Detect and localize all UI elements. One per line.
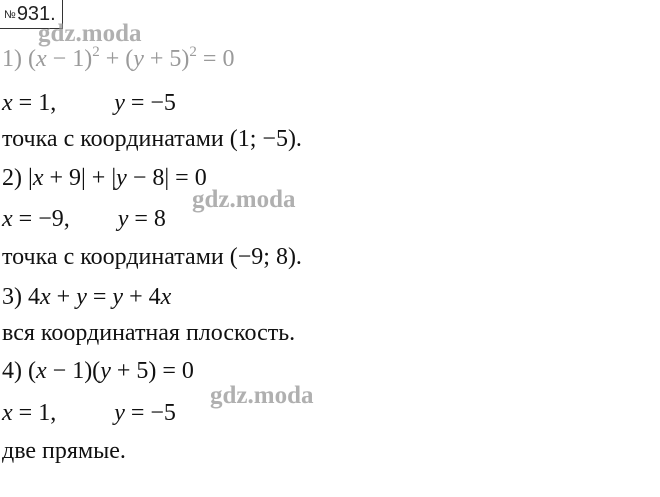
watermark-bottom: gdz.moda (210, 382, 314, 409)
answer-3: вся координатная плоскость. (2, 320, 296, 346)
item-1-number: 1) (2, 46, 28, 72)
task-number: 931. (16, 3, 56, 25)
number-sign: № (4, 9, 16, 21)
equation-2 (2, 163, 207, 193)
equation-1-expr: $(x - 1)^2 + (y + 5)^2 = 0$ (28, 44, 235, 72)
solution-2-y: y = 8 (117, 206, 166, 232)
equation-3-expr: 4x + y = y + 4x (28, 284, 172, 310)
solution-4 (2, 398, 176, 428)
solution-2-x: x = −9, (2, 206, 70, 232)
equation-4 (2, 356, 194, 386)
answer-2: точка с координатами (−9; 8). (2, 244, 302, 270)
item-2-number: 2) (2, 165, 28, 191)
solution-1-y: y = −5 (114, 90, 176, 116)
equation-3 (2, 282, 171, 312)
answer-1: точка с координатами (1; −5). (2, 126, 302, 152)
solution-1-x: x = 1, (2, 90, 57, 116)
solution-1 (2, 88, 176, 118)
solution-4-y: y = −5 (114, 400, 176, 426)
solution-4-x: x = 1, (2, 400, 57, 426)
watermark-top: gdz.moda (38, 20, 142, 47)
equation-1 (2, 44, 234, 74)
answer-4: две прямые. (2, 438, 126, 464)
equation-2-expr: |x + 9| + |y − 8| = 0 (28, 165, 207, 191)
solution-2 (2, 204, 166, 234)
equation-4-expr: (x − 1)(y + 5) = 0 (28, 358, 194, 384)
task-number-badge (0, 0, 63, 29)
watermark-middle: gdz.moda (192, 186, 296, 213)
item-4-number: 4) (2, 358, 28, 384)
item-3-number: 3) (2, 284, 28, 310)
